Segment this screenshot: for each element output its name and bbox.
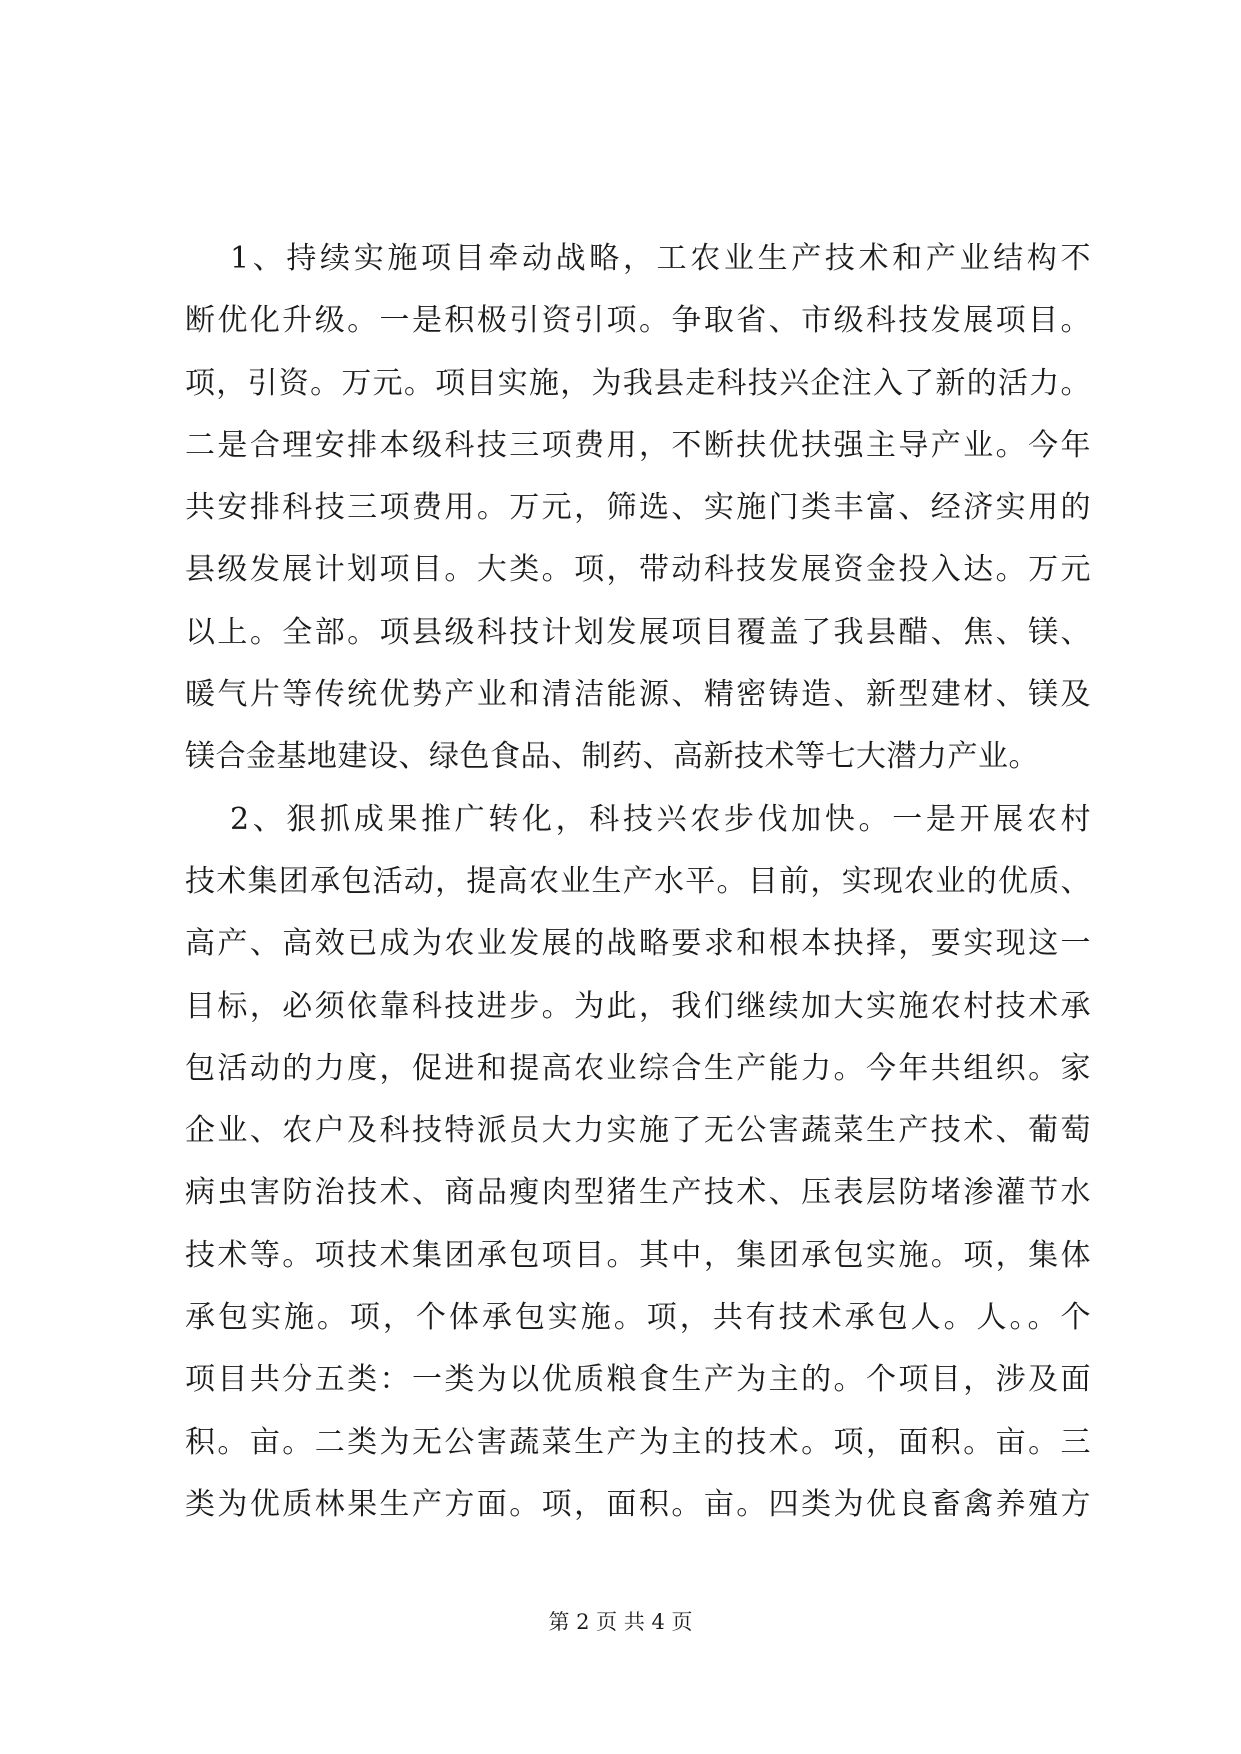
text-line: 病虫害防治技术、商品瘦肉型猪生产技术、压表层防堵渗灌节水 xyxy=(185,1175,1091,1211)
text-line: 项，引资。万元。项目实施，为我县走科技兴企注入了新的活力。 xyxy=(185,365,1091,401)
text-line: 1、持续实施项目牵动战略，工农业生产技术和产业结构不 xyxy=(230,241,1091,276)
text-line: 二是合理安排本级科技三项费用，不断扶优扶强主导产业。今年 xyxy=(185,427,1091,463)
text-line: 类为优质林果生产方面。项，面积。亩。四类为优良畜禽养殖方 xyxy=(185,1486,1091,1522)
body-text xyxy=(185,228,1091,1536)
text-line: 镁合金基地建设、绿色食品、制药、高新技术等七大潜力产业。 xyxy=(185,739,1039,775)
text-line: 暖气片等传统优势产业和清洁能源、精密铸造、新型建材、镁及 xyxy=(185,677,1091,713)
text-line: 技术等。项技术集团承包项目。其中，集团承包实施。项，集体 xyxy=(185,1237,1091,1273)
text-line: 高产、高效已成为农业发展的战略要求和根本抉择，要实现这一 xyxy=(185,926,1091,962)
text-line: 以上。全部。项县级科技计划发展项目覆盖了我县醋、焦、镁、 xyxy=(185,614,1091,650)
text-line: 包活动的力度，促进和提高农业综合生产能力。今年共组织。家 xyxy=(185,1050,1091,1086)
text-line: 积。亩。二类为无公害蔬菜生产为主的技术。项，面积。亩。三 xyxy=(185,1424,1091,1460)
text-line: 技术集团承包活动，提高农业生产水平。目前，实现农业的优质、 xyxy=(185,863,1091,899)
text-line: 断优化升级。一是积极引资引项。争取省、市级科技发展项目。 xyxy=(185,303,1091,339)
text-line: 2、狠抓成果推广转化，科技兴农步伐加快。一是开展农村 xyxy=(230,801,1091,837)
text-line: 企业、农户及科技特派员大力实施了无公害蔬菜生产技术、葡萄 xyxy=(185,1113,1091,1149)
text-line: 承包实施。项，个体承包实施。项，共有技术承包人。人。。个 xyxy=(185,1300,1091,1336)
text-line: 县级发展计划项目。大类。项，带动科技发展资金投入达。万元 xyxy=(185,552,1091,588)
text-line: 共安排科技三项费用。万元，筛选、实施门类丰富、经济实用的 xyxy=(185,490,1091,526)
page-number-label: 第 2 页 共 4 页 xyxy=(548,1610,693,1634)
page-footer xyxy=(0,1607,1241,1637)
text-line: 目标，必须依靠科技进步。为此，我们继续加大实施农村技术承 xyxy=(185,988,1091,1024)
text-line: 项目共分五类：一类为以优质粮食生产为主的。个项目，涉及面 xyxy=(185,1362,1091,1398)
